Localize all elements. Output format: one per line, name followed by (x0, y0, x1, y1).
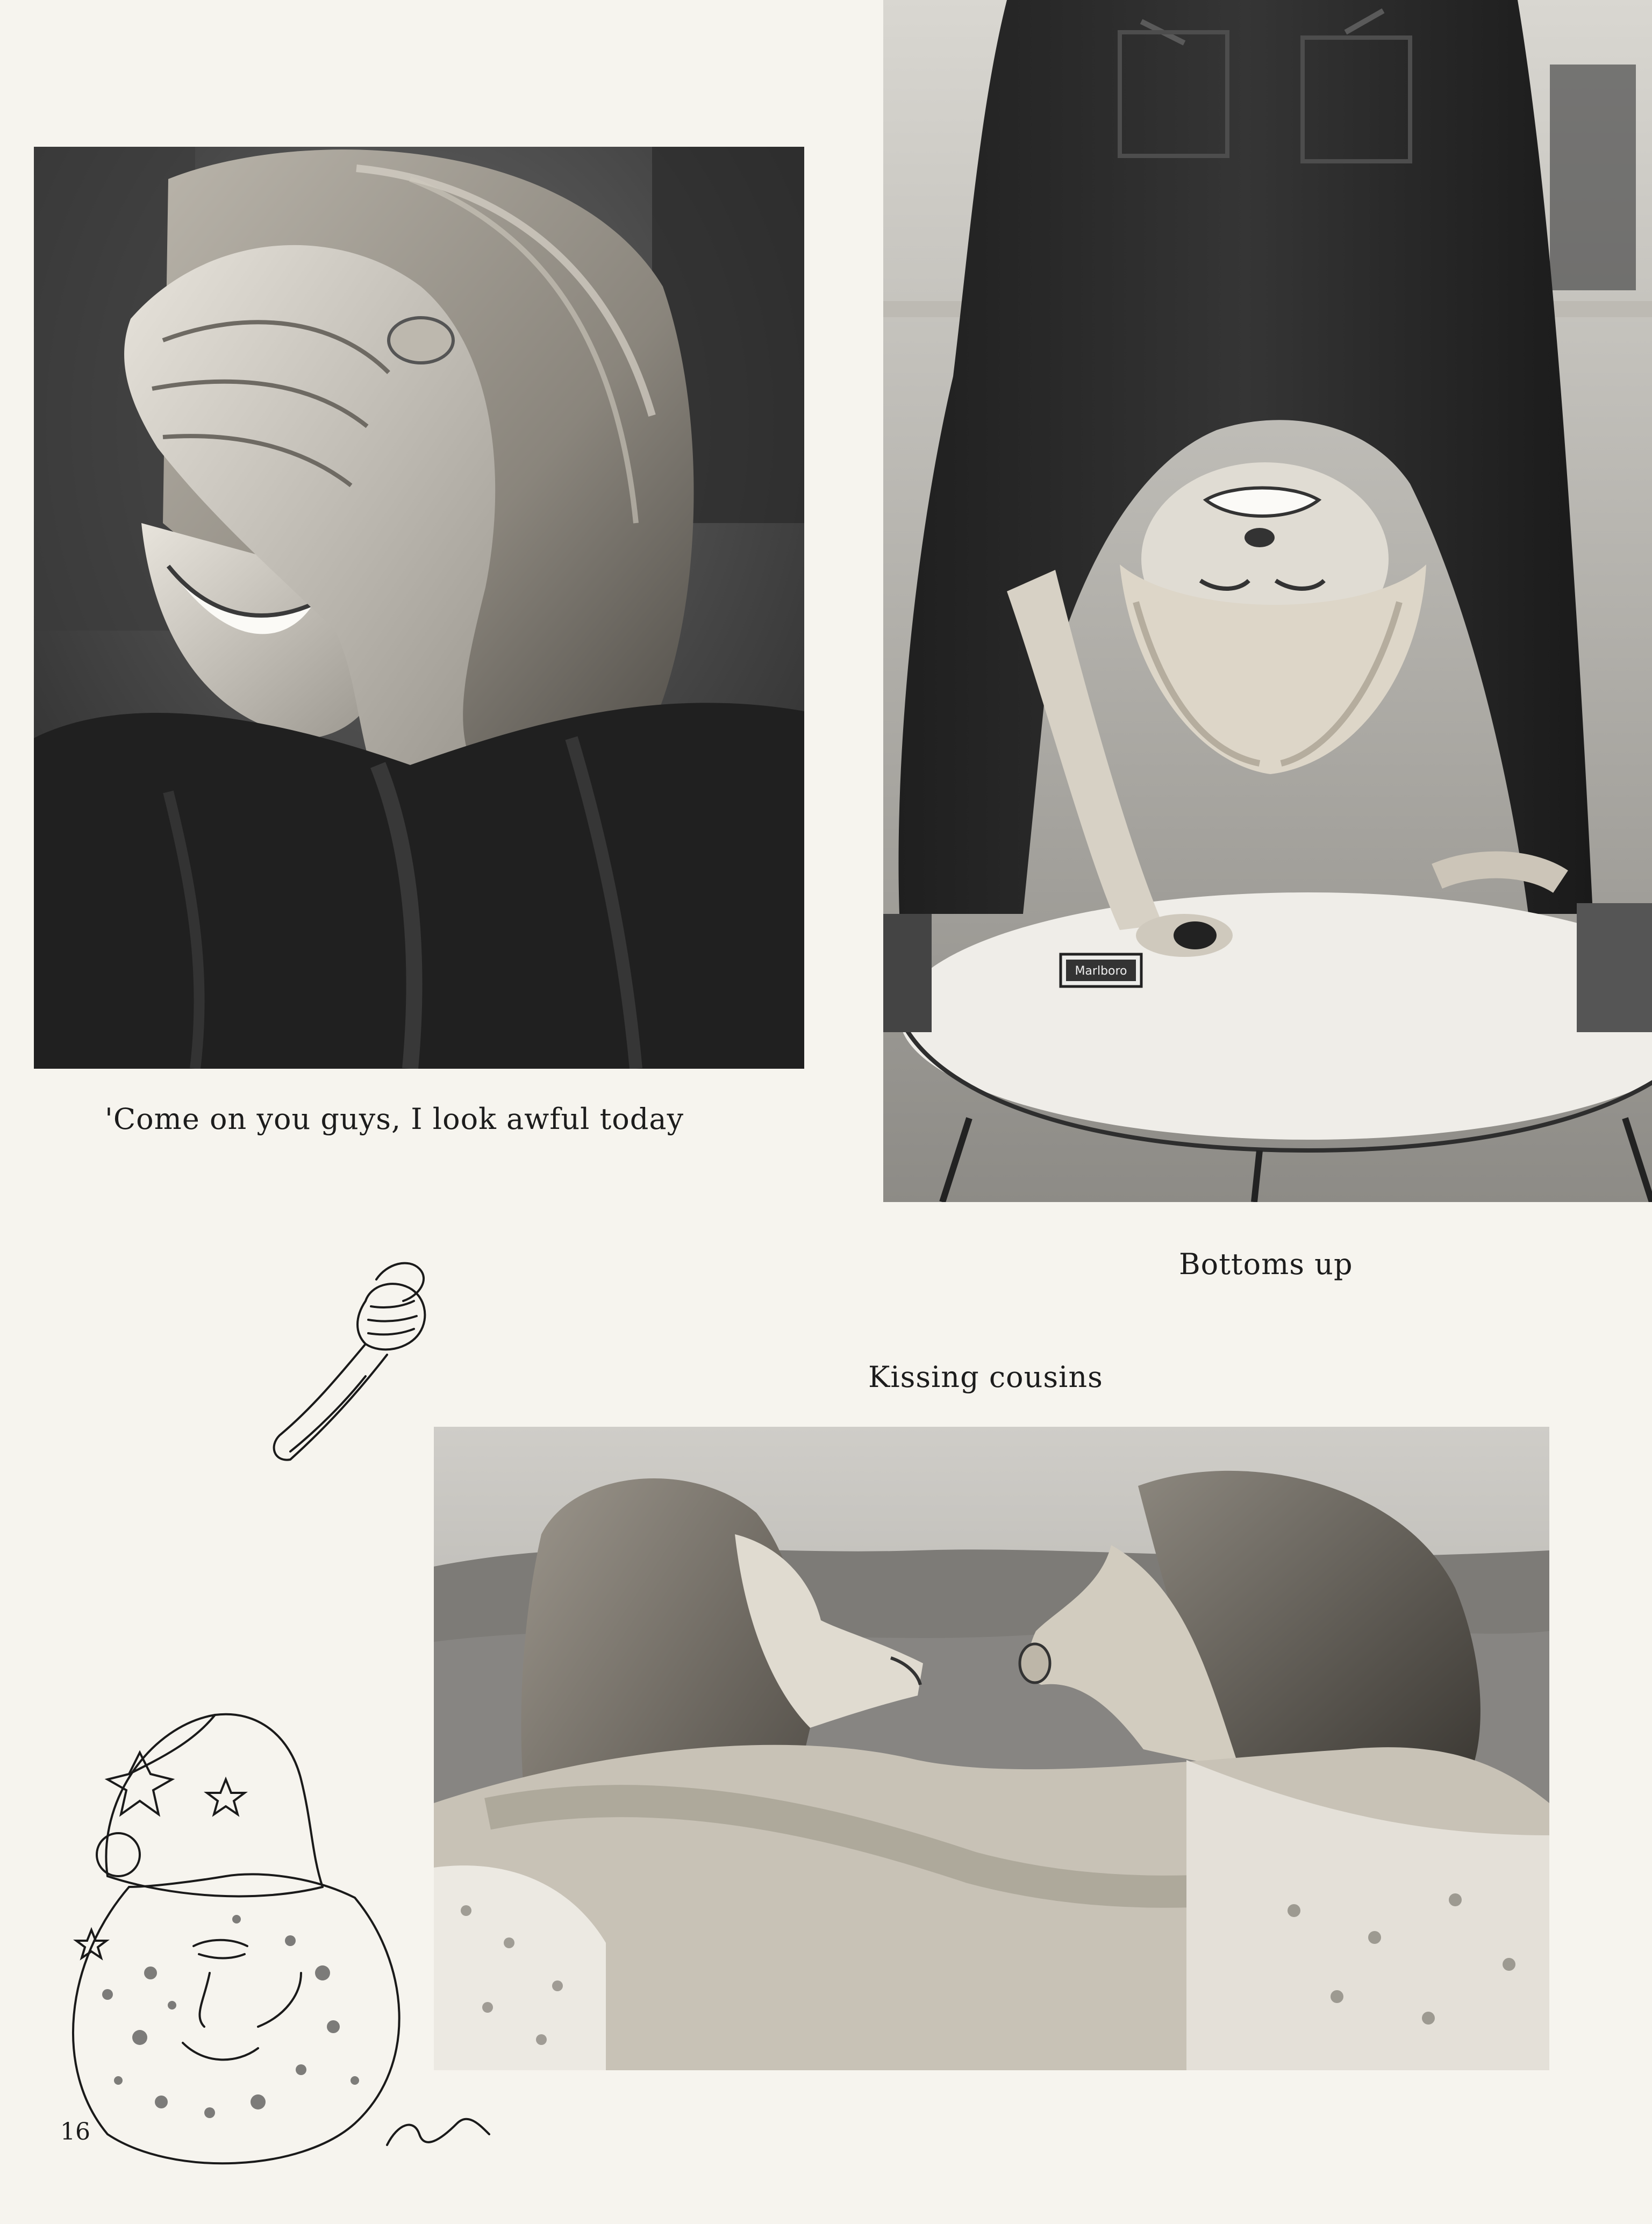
photo-bottoms-image (883, 0, 1652, 1202)
photo-kissing-cousins (434, 1427, 1549, 2070)
man-in-the-moon-drawing (32, 1693, 516, 2177)
page-number: 16 (60, 2118, 90, 2146)
photo-girl-image (34, 147, 804, 1069)
pointing-hand-drawing (258, 1242, 452, 1468)
caption-girl: 'Come on you guys, I look awful today (105, 1102, 684, 1136)
photo-kiss-image (434, 1427, 1549, 2070)
matchbox-label: Marlboro (1075, 964, 1127, 978)
photo-bottoms-up (883, 0, 1652, 1202)
caption-kiss: Kissing cousins (868, 1360, 1103, 1394)
caption-bottoms: Bottoms up (1179, 1247, 1353, 1281)
photo-girl-covering-face (34, 147, 804, 1069)
